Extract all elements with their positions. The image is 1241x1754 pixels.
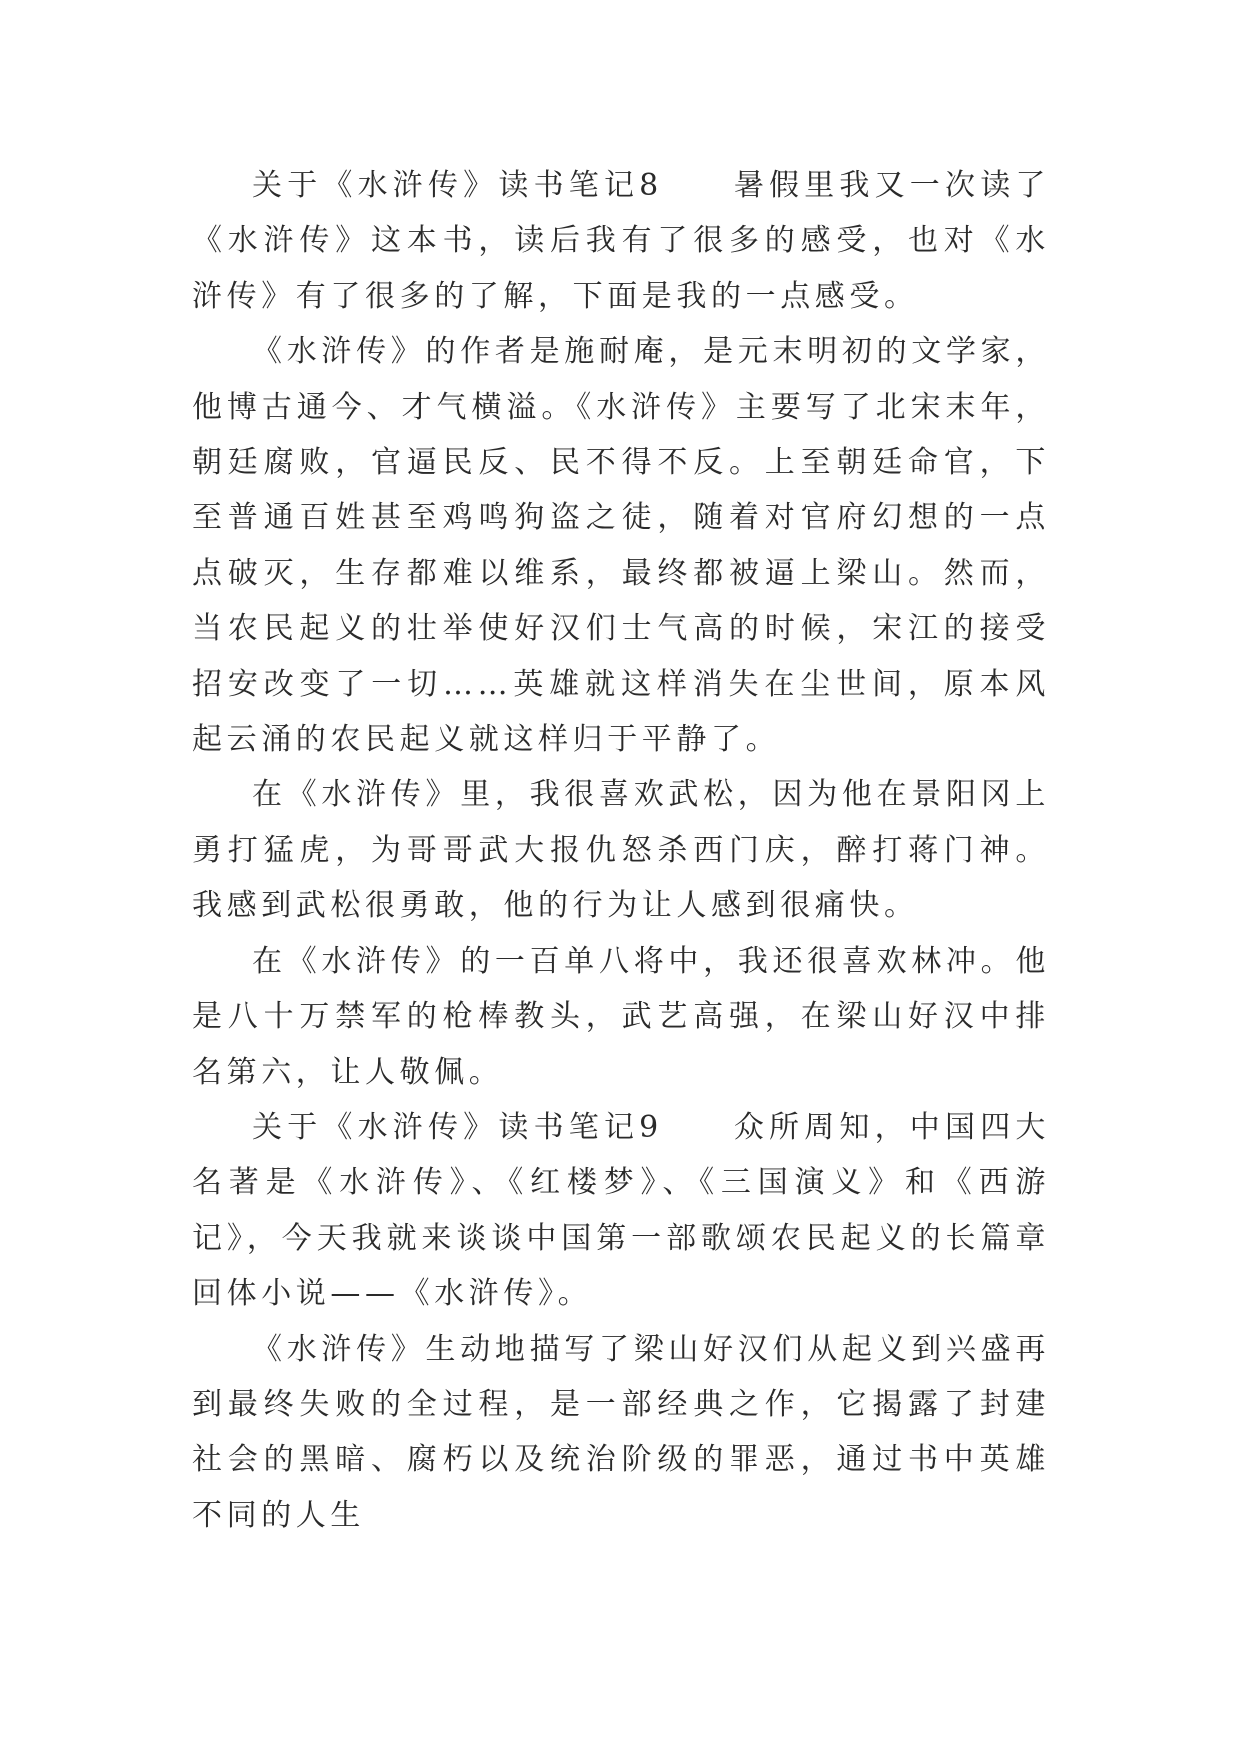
paragraph-classic-work: 《水浒传》生动地描写了梁山好汉们从起义到兴盛再到最终失败的全过程，是一部经典之作，它揭露了封建社会的黑暗、腐朽以及统治阶级的罪恶，通过书中英雄不同的人生 — [192, 1331, 1050, 1533]
paragraph-author-summary: 《水浒传》的作者是施耐庵，是元末明初的文学家，他博古通今、才气横溢。《水浒传》主要写了北宋末年，朝廷腐败，官逼民反、民不得不反。上至朝廷命官，下至普通百姓甚至鸡鸣狗盗之徒，随着对官府幻想的一点点破灭，生存都难以维系，最终都被逼上梁山。然而，当农民起义的壮举使好汉们士气高的时候，宋江的接受招安改变了一切……英雄就这样消失在尘世间，原本风起云涌的农民起义就这样归于平静了。 — [192, 334, 1050, 758]
paragraph-lin-chong: 在《水浒传》的一百单八将中，我还很喜欢林冲。他是八十万禁军的枪棒教头，武艺高强，在梁山好汉中排名第六，让人敬佩。 — [192, 943, 1050, 1090]
paragraph-note-8-intro: 关于《水浒传》读书笔记8 暑假里我又一次读了《水浒传》这本书，读后我有了很多的感受，也对《水浒传》有了很多的了解，下面是我的一点感受。 — [192, 168, 1050, 314]
paragraph-wu-song: 在《水浒传》里，我很喜欢武松，因为他在景阳冈上勇打猛虎，为哥哥武大报仇怒杀西门庆，醉打蒋门神。我感到武松很勇敢，他的行为让人感到很痛快。 — [192, 777, 1050, 924]
body-text — [192, 158, 1050, 1543]
paragraph-note-9-intro: 关于《水浒传》读书笔记9 众所周知，中国四大名著是《水浒传》、《红楼梦》、《三国演义》和《西游记》，今天我就来谈谈中国第一部歌颂农民起义的长篇章回体小说——《水浒传》。 — [192, 1109, 1050, 1312]
